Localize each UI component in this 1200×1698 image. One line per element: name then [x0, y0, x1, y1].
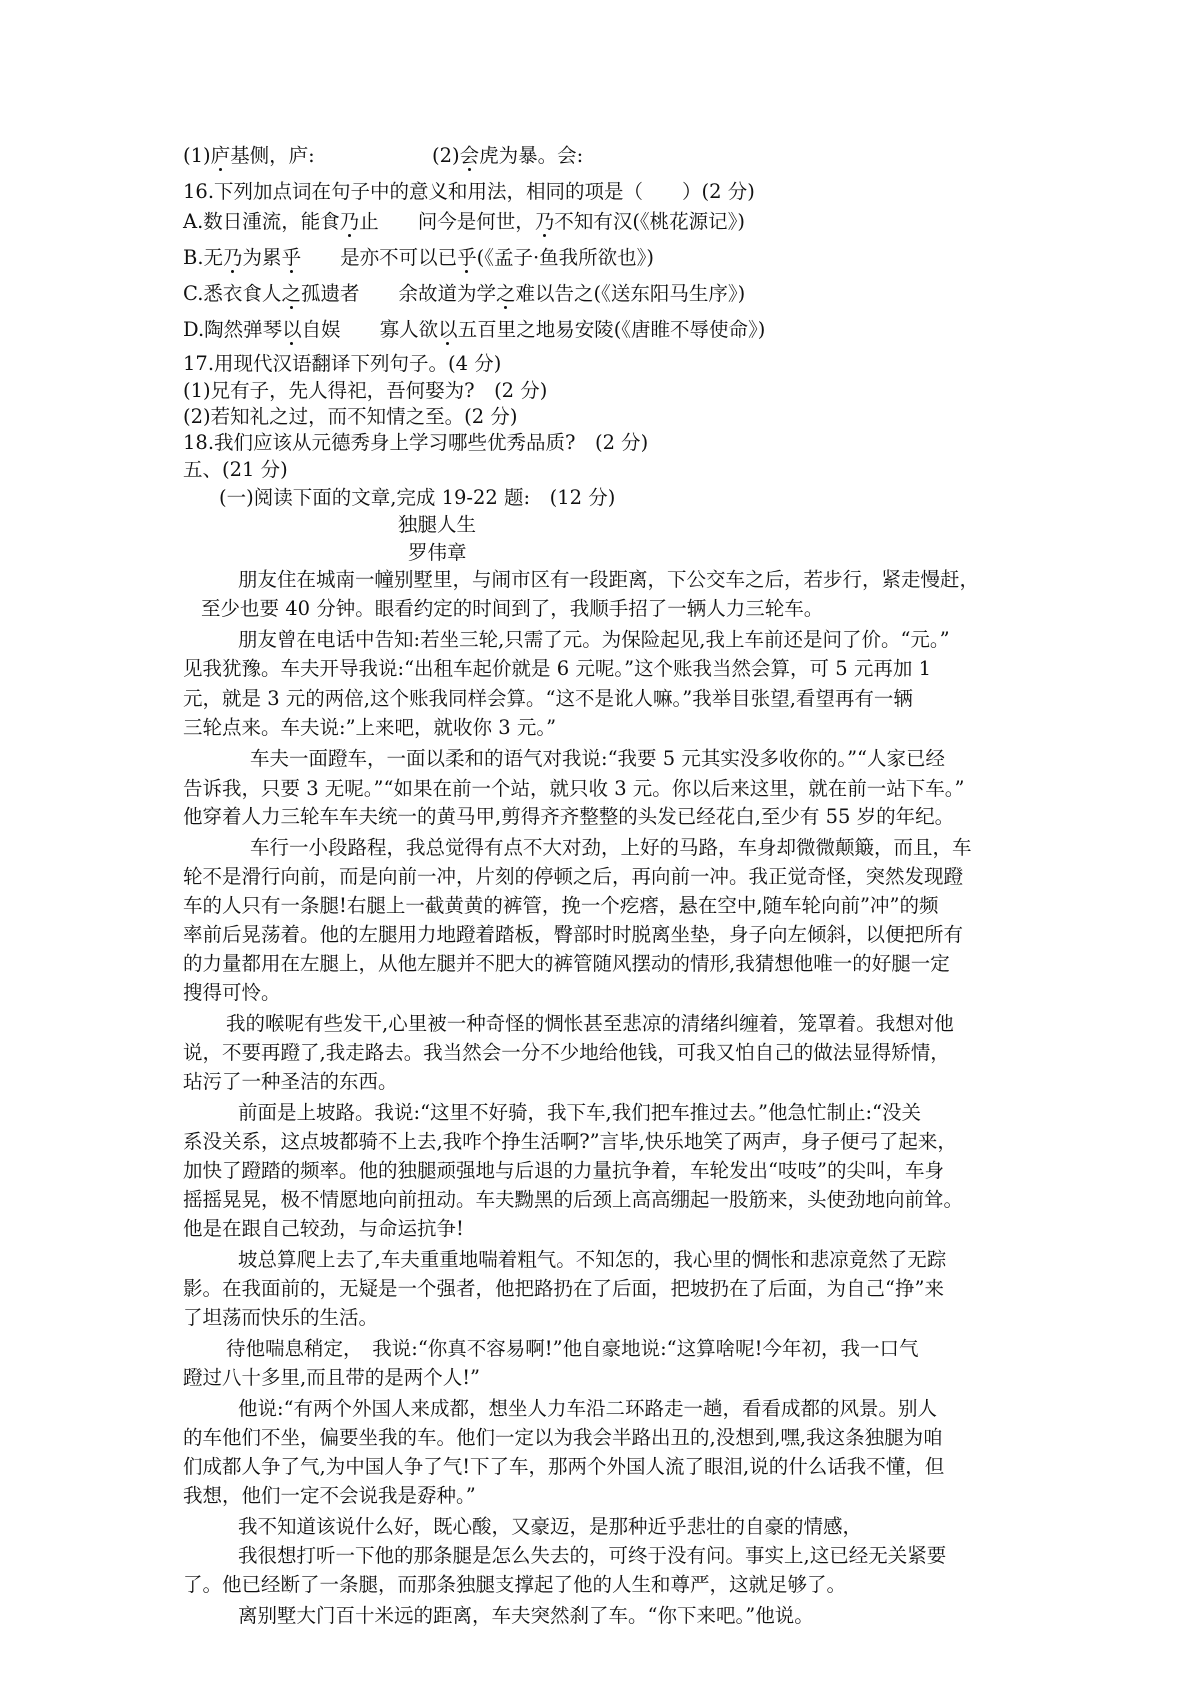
- q17-sentence-2: (2)若知礼之过，而不知情之至。(2 分): [183, 405, 518, 428]
- article-line: 蹬过八十多里,而且带的是两个人!”: [183, 1366, 481, 1389]
- article-line: 朋友住在城南一幢别墅里，与闹市区有一段距离，下公交车之后，若步行，紧走慢赶，: [238, 568, 980, 591]
- q18-stem: 18.我们应该从元德秀身上学习哪些优秀品质? (2 分): [183, 431, 649, 454]
- article-title: 独腿人生: [398, 513, 477, 536]
- article-line: 我的喉呢有些发干,心里被一种奇怪的惆怅甚至悲凉的清绪纠缠着，笼罩着。我想对他: [226, 1012, 954, 1035]
- article-line: 告诉我，只要 3 无呢。”“如果在前一个站，就只收 3 元。你以后来这里，就在前一站下车。”: [183, 777, 965, 800]
- article-line: 影。在我面前的，无疑是一个强者，他把路扔在了后面，把坡扔在了后面，为自己“挣”来: [183, 1277, 944, 1300]
- q17-sentence-1: (1)兄有子，先人得祀，吾何娶为? (2 分): [183, 379, 548, 402]
- article-line: 坡总算爬上去了,车夫重重地喘着粗气。不知怎的，我心里的惆怅和悲凉竟然了无踪: [238, 1248, 947, 1271]
- article-line: 了。他已经断了一条腿，而那条独腿支撑起了他的人生和尊严，这就足够了。: [183, 1573, 847, 1596]
- article-line: 搜得可怜。: [183, 981, 281, 1004]
- article-author: 罗伟章: [408, 541, 467, 564]
- article-line: 系没关系，这点坡都骑不上去,我咋个挣生活啊?”言毕,快乐地笑了两声，身子便弓了起来，: [183, 1130, 957, 1153]
- q15-item-1: (1)庐基侧，庐:: [183, 144, 315, 167]
- article-line: 加快了蹬踏的频率。他的独腿顽强地与后退的力量抗争着，车轮发出“吱吱”的尖叫，车身: [183, 1159, 944, 1182]
- article-line: 车行一小段路程，我总觉得有点不大对劲，上好的马路，车身却微微颠簸，而且，车: [250, 836, 972, 859]
- q16-option-d: D.陶然弹琴以自娱 寡人欲以五百里之地易安陵(《唐睢不辱使命》): [183, 318, 766, 341]
- article-line: 了坦荡而快乐的生活。: [183, 1306, 379, 1329]
- article-line: 们成都人争了气,为中国人争了气!下了车，那两个外国人流了眼泪,说的什么话我不懂，但: [183, 1455, 945, 1478]
- section-5-heading: 五、(21 分): [183, 458, 288, 481]
- article-line: 离别墅大门百十米远的距离，车夫突然刹了车。“你下来吧。”他说。: [238, 1604, 814, 1627]
- article-line: 他是在跟自己较劲，与命运抗争!: [183, 1217, 464, 1240]
- article-line: 摇摇晃晃，极不情愿地向前扭动。车夫黝黑的后颈上高高绷起一股筋来，头使劲地向前耸。: [183, 1188, 964, 1211]
- article-line: 说，不要再蹬了,我走路去。我当然会一分不少地给他钱，可我又怕自己的做法显得矫情，: [183, 1041, 950, 1064]
- article-line: 元，就是 3 元的两倍,这个账我同样会算。“这不是讹人嘛。”我举目张望,看望再有一辆: [183, 687, 913, 710]
- article-line: 他说:“有两个外国人来成都，想坐人力车沿二环路走一趟，看看成都的风景。别人: [238, 1397, 938, 1420]
- q16-stem: 16.下列加点词在句子中的意义和用法，相同的项是（ ）(2 分): [183, 180, 755, 203]
- article-line: 他穿着人力三轮车车夫统一的黄马甲,剪得齐齐整整的头发已经花白,至少有 55 岁的年纪。: [183, 805, 955, 828]
- article-line: 我想，他们一定不会说我是孬种。”: [183, 1484, 476, 1507]
- article-line: 的车他们不坐，偏要坐我的车。他们一定以为我会半路出丑的,没想到,嘿,我这条独腿为咱: [183, 1426, 943, 1449]
- article-line: 的力量都用在左腿上，从他左腿并不肥大的裤管随风摆动的情形,我猜想他唯一的好腿一定: [183, 952, 950, 975]
- q16-option-c: C.悉衣食人之孤遗者 余故道为学之难以告之(《送东阳马生序》): [183, 282, 746, 305]
- article-line: 待他喘息稍定， 我说:“你真不容易啊!”他自豪地说:“这算啥呢!今年初，我一口气: [226, 1337, 919, 1360]
- q16-option-a: A.数日湩流，能食乃止 问今是何世，乃不知有汉(《桃花源记》): [183, 210, 746, 233]
- article-line: 三轮点来。车夫说:”上来吧，就收你 3 元。”: [183, 716, 557, 739]
- article-line: 朋友曾在电话中告知:若坐三轮,只需了元。为保险起见,我上车前还是问了价。“元。”: [238, 628, 950, 651]
- article-line: 率前后晃荡着。他的左腿用力地蹬着踏板，臀部时时脱离坐垫，身子向左倾斜，以便把所有: [183, 923, 964, 946]
- article-line: 前面是上坡路。我说:“这里不好骑，我下车,我们把车推过去。”他急忙制止:“没关: [238, 1101, 921, 1124]
- article-line: 车的人只有一条腿!右腿上一截黄黄的裤管，挽一个疙瘩，悬在空中,随车轮向前”冲”的频: [183, 894, 939, 917]
- article-line: 至少也要 40 分钟。眼看约定的时间到了，我顺手招了一辆人力三轮车。: [201, 597, 824, 620]
- q16-option-b: B.无乃为累乎 是亦不可以已乎(《孟子·鱼我所欲也》): [183, 246, 655, 269]
- article-line: 车夫一面蹬车，一面以柔和的语气对我说:“我要 5 元其实没多收你的。”“人家已经: [250, 747, 946, 770]
- article-line: 见我犹豫。车夫开导我说:“出租车起价就是 6 元呢。”这个账我当然会算，可 5 元再加 1: [183, 657, 931, 680]
- article-line: 轮不是滑行向前，而是向前一冲，片刻的停顿之后，再向前一冲。我正觉奇怪，突然发现蹬: [183, 865, 964, 888]
- part-1-instruction: (一)阅读下面的文章,完成 19-22 题: (12 分): [219, 486, 616, 509]
- article-line: 我很想打听一下他的那条腿是怎么失去的，可终于没有问。事实上,这已经无关紧要: [238, 1544, 947, 1567]
- article-line: 玷污了一种圣洁的东西。: [183, 1070, 398, 1093]
- q17-stem: 17.用现代汉语翻译下列句子。(4 分): [183, 352, 502, 375]
- article-line: 我不知道该说什么好，既心酸，又豪迈，是那种近乎悲壮的自豪的情感，: [238, 1515, 863, 1538]
- q15-item-2: (2)会虎为暴。会:: [432, 144, 584, 167]
